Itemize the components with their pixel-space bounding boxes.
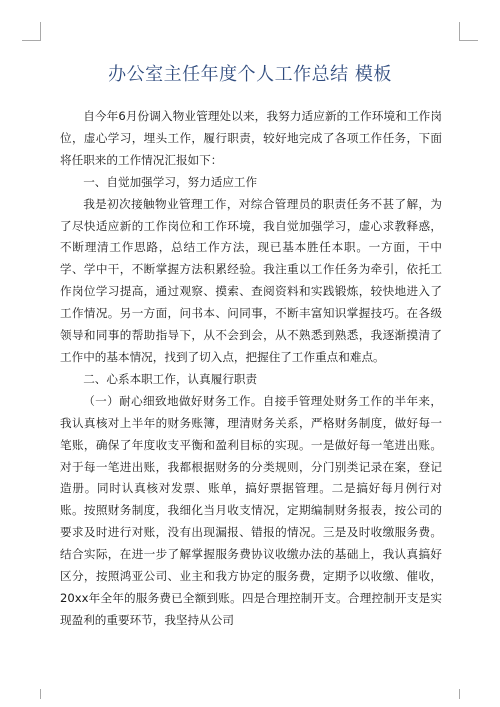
section-heading-2: 二、心系本职工作，认真履行职责 — [83, 371, 258, 386]
section-2-paragraph: （一）耐心细致地做好财务工作。自接手管理处财务工作的半年来，我认真核对上半年的财务账簿，理清财务关系，严格财务制度，做好每一笔账，确保了年度收支平衡和盈利目标的实现。一是做好每一笔进出账。对于每一笔进出账，我都根据财务的分类规则，分门别类记录在案，登记造册。同时认真核对发票、账单，搞好票据管理。二是搞好每月例行对账。按照财务制度，我细化当月收支情况，定期编制财务报表，按公司的要求及时进行对账，没有出现漏报、错报的情况。三是及时收缴服务费。结合实际，在进一步了解掌握服务费协议收缴办法的基础上，我认真搞好区分，按照鸿亚公司、业主和我方协定的服务费，定期予以收缴、催收，20xx年全年的服务费已全额到账。四是合理控制开支。合理控制开支是实现盈利的重要环节，我坚持从公司 — [60, 393, 442, 627]
document-body — [60, 106, 442, 632]
section-heading-1: 一、自觉加强学习，努力适应工作 — [83, 174, 258, 189]
crop-mark-top-right — [459, 22, 478, 41]
crop-mark-top-left — [22, 22, 41, 41]
crop-mark-bottom-left — [22, 689, 41, 699]
crop-mark-bottom-right — [459, 689, 478, 699]
section-1-paragraph: 我是初次接触物业管理工作，对综合管理员的职责任务不甚了解，为了尽快适应新的工作岗位和工作环境，我自觉加强学习，虚心求教释惑，不断理清工作思路，总结工作方法，现已基本胜任本职。一方面，干中学、学中干，不断掌握方法积累经验。我注重以工作任务为牵引，依托工作岗位学习提高，通过观察、摸索、查阅资料和实践锻炼，较快地进入了工作情况。另一方面，问书本、问同事，不断丰富知识掌握技巧。在各级领导和同事的帮助指导下，从不会到会，从不熟悉到熟悉，我逐渐摸清了工作中的基本情况，找到了切入点，把握住了工作重点和难点。 — [60, 196, 442, 364]
intro-paragraph: 自今年6月份调入物业管理处以来，我努力适应新的工作环境和工作岗位，虚心学习，埋头工作，履行职责，较好地完成了各项工作任务，下面将任职来的工作情况汇报如下： — [60, 109, 442, 167]
document-title: 办公室主任年度个人工作总结 模板 — [108, 64, 392, 85]
